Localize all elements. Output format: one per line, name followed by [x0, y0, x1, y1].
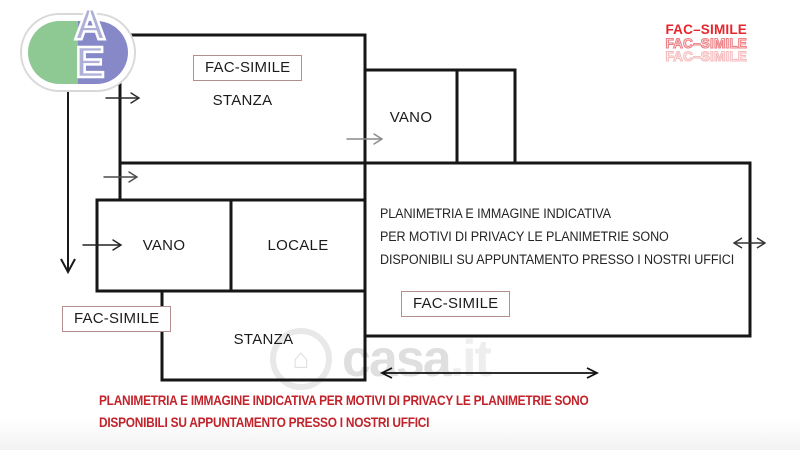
room-label-locale: LOCALE — [267, 237, 329, 254]
watermark-suffix: .it — [449, 330, 490, 388]
privacy-notice-black — [380, 202, 752, 271]
fac-simile-stack — [665, 23, 747, 64]
fac-simile-box-right: FAC-SIMILE — [401, 291, 510, 317]
room-label-stanza-top: STANZA — [212, 92, 273, 109]
privacy-notice-black-line1: PLANIMETRIA E IMMAGINE INDICATIVA — [380, 206, 611, 221]
privacy-notice-black-line3: DISPONIBILI SU APPUNTAMENTO PRESSO I NOSTRI UFFICI — [380, 252, 735, 267]
logo-letter-bottom: E — [75, 38, 105, 87]
privacy-notice-red-line1: PLANIMETRIA E IMMAGINE INDICATIVA PER MOTIVI DI PRIVACY LE PLANIMETRIE SONO — [99, 392, 589, 408]
fac-simile-box-top: FAC-SIMILE — [193, 55, 302, 81]
logo-letter-top: A — [74, 0, 106, 49]
fac-simile-stack-line2: FAC–SIMILE — [665, 35, 747, 51]
fac-simile-stack-line3: FAC–SIMILE — [665, 49, 747, 64]
fac-simile-stack-line1: FAC–SIMILE — [665, 22, 747, 37]
room-label-vano-middle: VANO — [142, 237, 186, 254]
logo-monogram — [58, 0, 122, 87]
house-icon: ⌂ — [270, 328, 332, 390]
fac-simile-box-bottom-left: FAC-SIMILE — [62, 306, 171, 332]
room-label-stanza-bottom: STANZA — [233, 331, 294, 348]
watermark-brand: casa — [342, 330, 450, 388]
room-label-vano-top: VANO — [389, 109, 433, 126]
privacy-notice-red — [99, 389, 745, 433]
privacy-notice-red-line2: DISPONIBILI SU APPUNTAMENTO PRESSO I NOSTRI UFFICI — [99, 414, 430, 430]
horizontal-dimension-arrow-icon — [382, 368, 597, 378]
privacy-notice-black-line2: PER MOTIVI DI PRIVACY LE PLANIMETRIE SONO — [380, 229, 669, 244]
agency-logo — [20, 0, 136, 92]
